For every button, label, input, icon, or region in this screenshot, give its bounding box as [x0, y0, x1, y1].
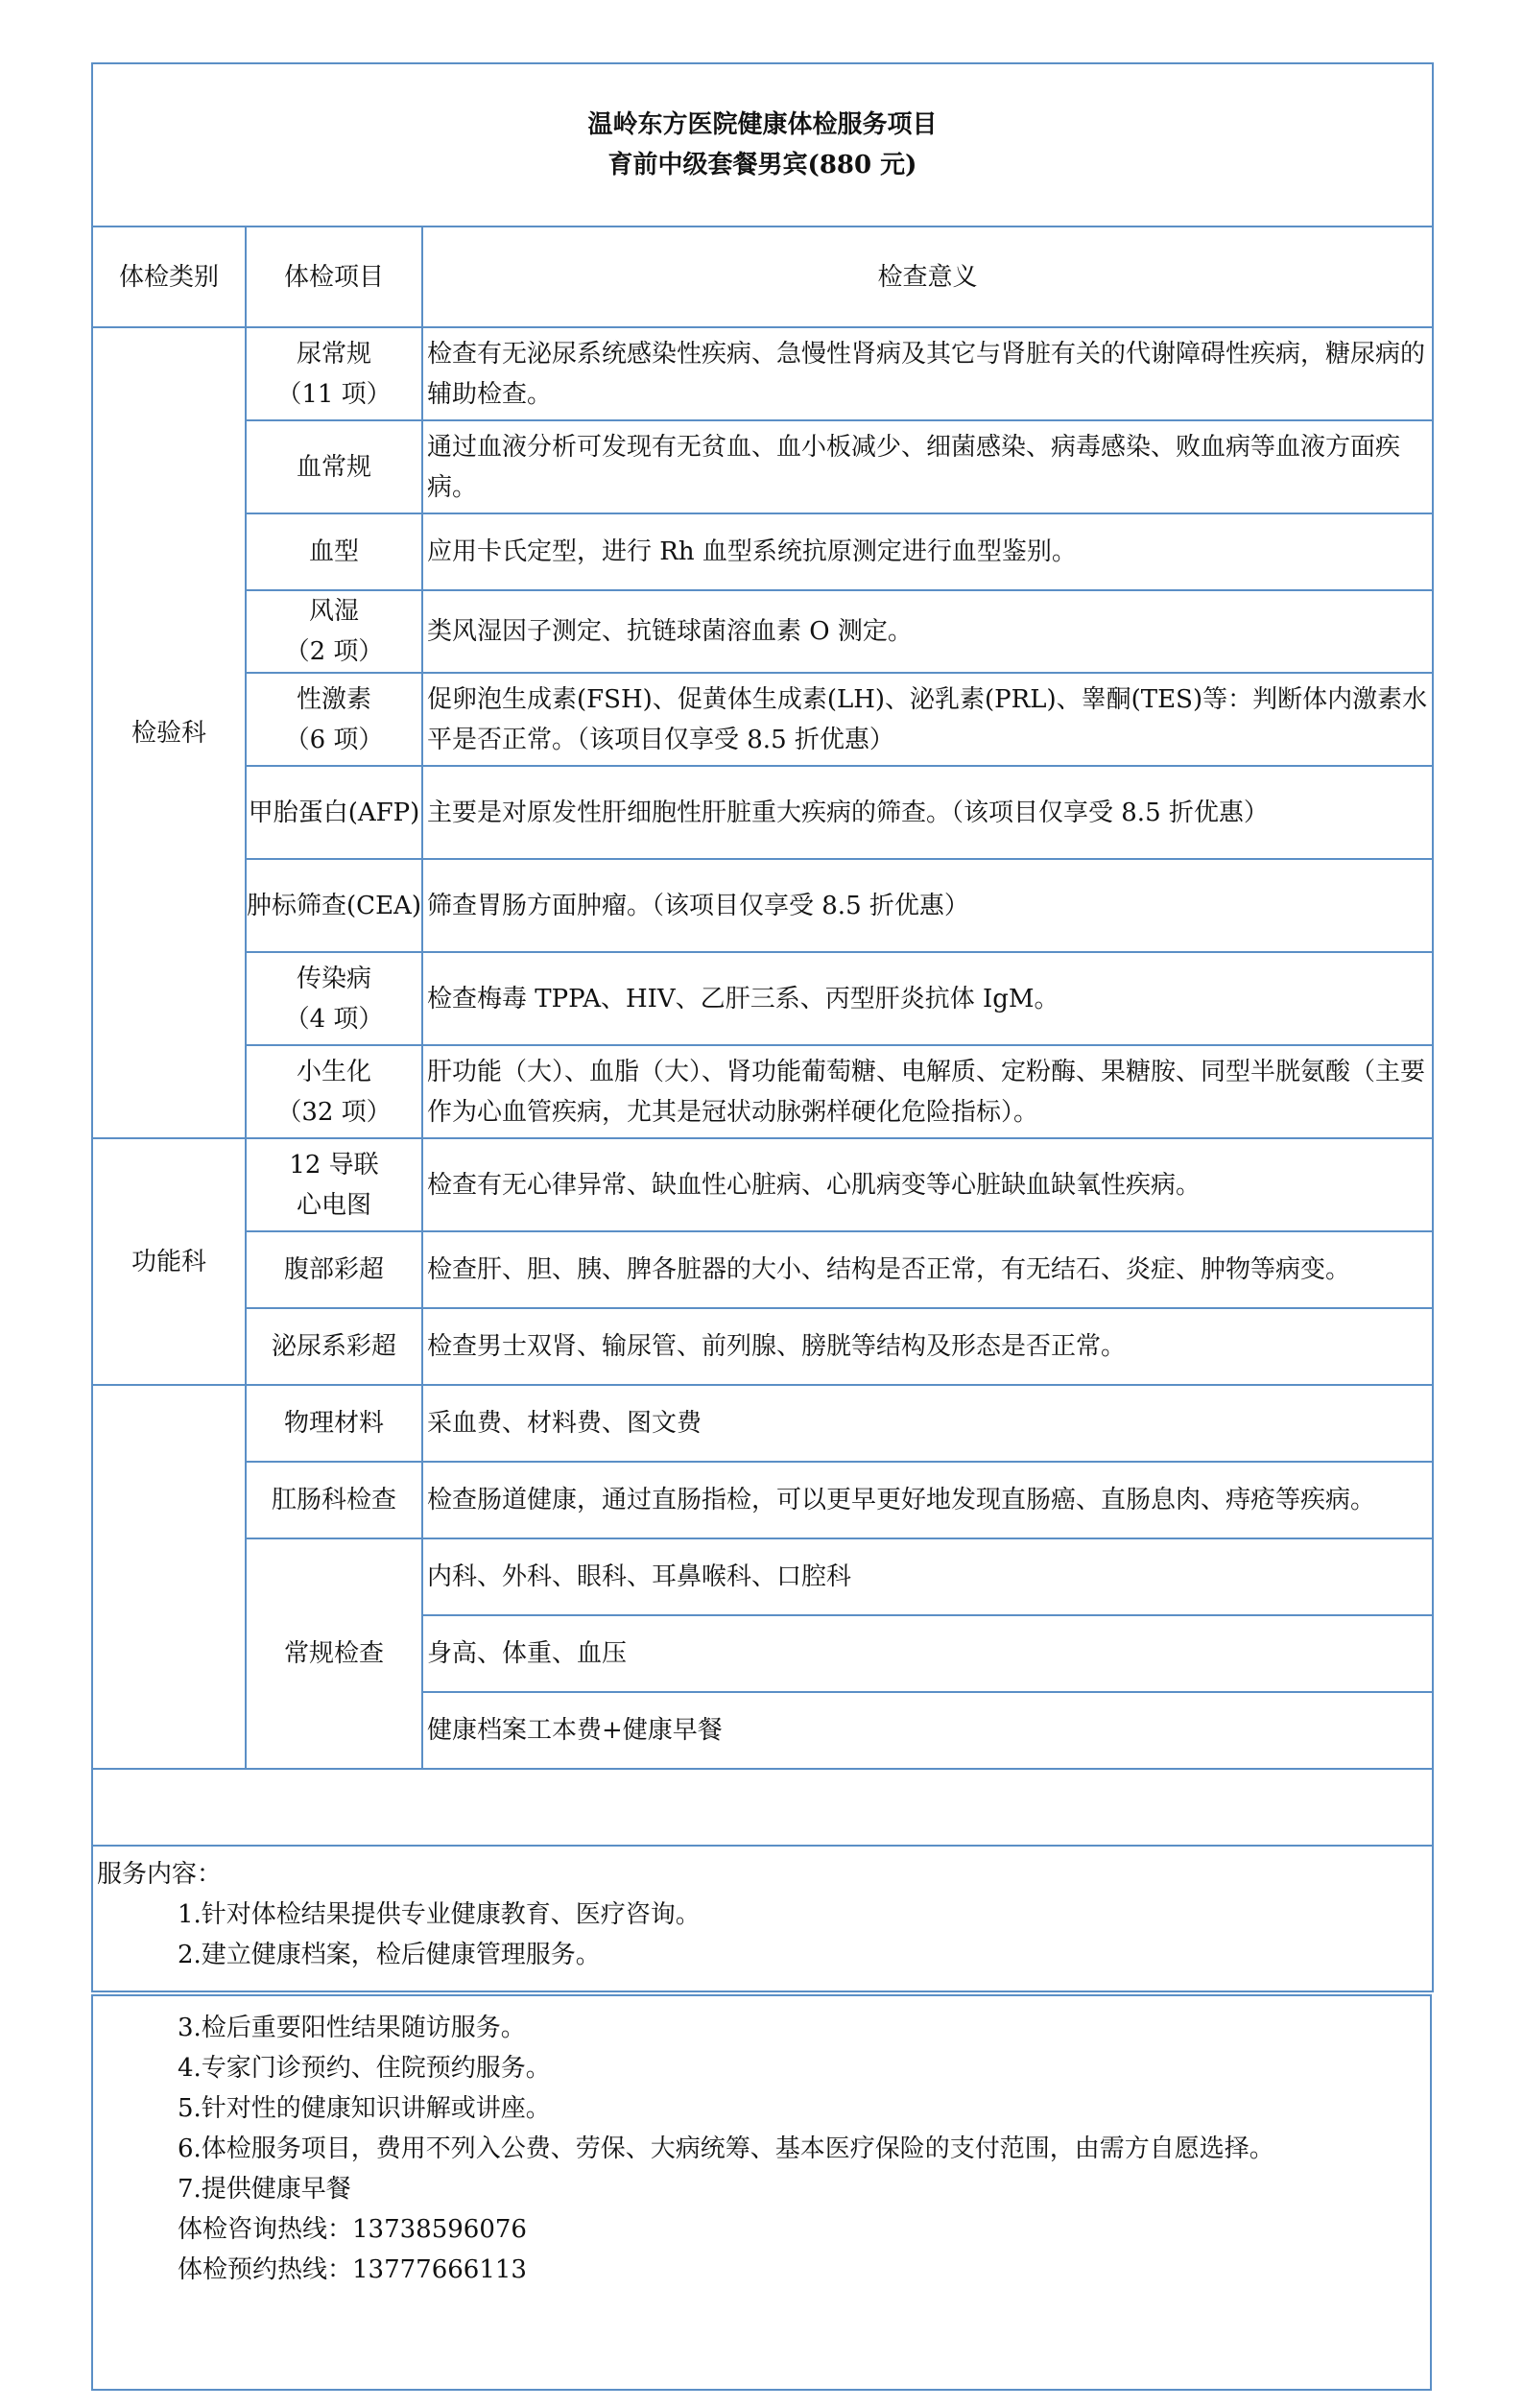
table-row — [92, 513, 1433, 590]
table-row — [92, 1538, 1433, 1615]
desc-cell: 身高、体重、血压 — [422, 1615, 1433, 1692]
table-row — [92, 1308, 1433, 1385]
desc-cell: 采血费、材料费、图文费 — [422, 1385, 1433, 1462]
table-row — [92, 327, 1433, 420]
desc-cell: 促卵泡生成素(FSH)、促黄体生成素(LH)、泌乳素(PRL)、睾酮(TES)等：判断体内激素水平是否正常。（该项目仅享受 8.5 折优惠） — [422, 673, 1433, 766]
group-func: 功能科 — [92, 1138, 246, 1385]
item-cell: 血常规 — [246, 420, 422, 513]
group-other — [92, 1385, 246, 1769]
item-cell: 腹部彩超 — [246, 1231, 422, 1308]
empty-row — [92, 1769, 1433, 1846]
hotline-booking: 体检预约热线：13777666113 — [178, 2255, 527, 2284]
service-continued-box — [91, 1994, 1432, 2391]
desc-cell: 检查肠道健康，通过直肠指检，可以更早更好地发现直肠癌、直肠息肉、痔疮等疾病。 — [422, 1462, 1433, 1538]
desc-cell: 健康档案工本费+健康早餐 — [422, 1692, 1433, 1769]
service-item: 7.提供健康早餐 — [178, 2175, 351, 2204]
item-cell: 12 导联 心电图 — [246, 1138, 422, 1231]
group-lab: 检验科 — [92, 327, 246, 1138]
header-category: 体检类别 — [92, 226, 246, 327]
item-cell: 尿常规 （11 项） — [246, 327, 422, 420]
service-item: 1.针对体检结果提供专业健康教育、医疗咨询。 — [178, 1900, 701, 1929]
desc-cell: 应用卡氏定型，进行 Rh 血型系统抗原测定进行血型鉴别。 — [422, 513, 1433, 590]
item-cell: 泌尿系彩超 — [246, 1308, 422, 1385]
service-heading: 服务内容： — [97, 1860, 223, 1889]
table-row — [92, 859, 1433, 952]
title-line2: 育前中级套餐男宾(880 元) — [607, 151, 917, 179]
table-row — [92, 1138, 1433, 1231]
service-item: 4.专家门诊预约、住院预约服务。 — [178, 2054, 551, 2083]
table-row — [92, 766, 1433, 859]
item-cell: 性激素 （6 项） — [246, 673, 422, 766]
service-cell — [92, 1846, 1433, 1991]
desc-cell: 检查梅毒 TPPA、HIV、乙肝三系、丙型肝炎抗体 IgM。 — [422, 952, 1433, 1045]
item-cell: 物理材料 — [246, 1385, 422, 1462]
header-item: 体检项目 — [246, 226, 422, 327]
table-row — [92, 420, 1433, 513]
service-item: 5.针对性的健康知识讲解或讲座。 — [178, 2094, 551, 2123]
item-cell: 肿标筛查(CEA) — [246, 859, 422, 952]
table-row — [92, 673, 1433, 766]
hotline-consult: 体检咨询热线：13738596076 — [178, 2215, 527, 2244]
title-cell — [92, 63, 1433, 226]
table-row — [92, 1462, 1433, 1538]
desc-cell: 主要是对原发性肝细胞性肝脏重大疾病的筛查。（该项目仅享受 8.5 折优惠） — [422, 766, 1433, 859]
item-cell: 传染病 （4 项） — [246, 952, 422, 1045]
desc-cell: 类风湿因子测定、抗链球菌溶血素 O 测定。 — [422, 590, 1433, 673]
table-row — [92, 1231, 1433, 1308]
desc-cell: 筛查胃肠方面肿瘤。（该项目仅享受 8.5 折优惠） — [422, 859, 1433, 952]
desc-cell: 通过血液分析可发现有无贫血、血小板减少、细菌感染、病毒感染、败血病等血液方面疾病。 — [422, 420, 1433, 513]
desc-cell: 检查有无泌尿系统感染性疾病、急慢性肾病及其它与肾脏有关的代谢障碍性疾病，糖尿病的辅助检查。 — [422, 327, 1433, 420]
desc-cell: 检查肝、胆、胰、脾各脏器的大小、结构是否正常，有无结石、炎症、肿物等病变。 — [422, 1231, 1433, 1308]
item-cell: 肛肠科检查 — [246, 1462, 422, 1538]
title-line1: 温岭东方医院健康体检服务项目 — [587, 110, 938, 139]
item-cell: 风湿 （2 项） — [246, 590, 422, 673]
table-row — [92, 952, 1433, 1045]
item-cell: 小生化 （32 项） — [246, 1045, 422, 1138]
table-row — [92, 590, 1433, 673]
service-item: 3.检后重要阳性结果随访服务。 — [178, 2014, 526, 2042]
desc-cell: 内科、外科、眼科、耳鼻喉科、口腔科 — [422, 1538, 1433, 1615]
table-row — [92, 1385, 1433, 1462]
exam-table — [91, 62, 1434, 1992]
item-cell: 血型 — [246, 513, 422, 590]
desc-cell: 检查有无心律异常、缺血性心脏病、心肌病变等心脏缺血缺氧性疾病。 — [422, 1138, 1433, 1231]
desc-cell: 肝功能（大）、血脂（大）、肾功能葡萄糖、电解质、定粉酶、果糖胺、同型半胱氨酸（主要作为心血管疾病，尤其是冠状动脉粥样硬化危险指标）。 — [422, 1045, 1433, 1138]
header-meaning: 检查意义 — [422, 226, 1433, 327]
table-row — [92, 1045, 1433, 1138]
service-item: 2.建立健康档案，检后健康管理服务。 — [178, 1941, 601, 1969]
item-cell: 甲胎蛋白(AFP) — [246, 766, 422, 859]
service-item: 6.体检服务项目，费用不列入公费、劳保、大病统筹、基本医疗保险的支付范围，由需方自愿选择。 — [178, 2134, 1274, 2163]
desc-cell: 检查男士双肾、输尿管、前列腺、膀胱等结构及形态是否正常。 — [422, 1308, 1433, 1385]
item-cell: 常规检查 — [246, 1538, 422, 1769]
